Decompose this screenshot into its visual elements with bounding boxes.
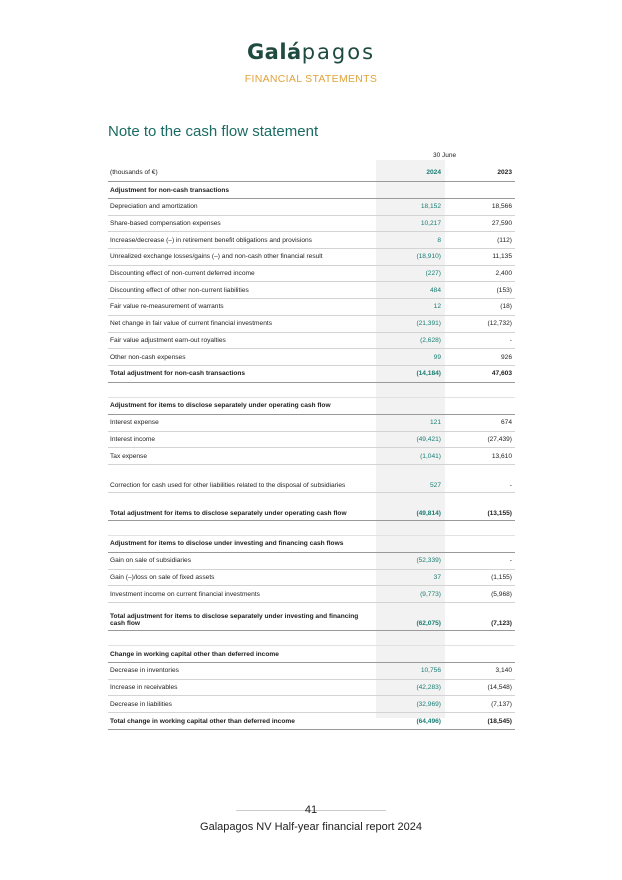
- table-row: Unrealized exchange losses/gains (–) and non-cash other financial result (18,910) 11,135: [108, 249, 515, 266]
- section-header: Adjustment for items to disclose separately under operating cash flow: [108, 397, 515, 414]
- table-row: Interest income (49,421) (27,439): [108, 431, 515, 448]
- table-row: Increase in receivables (42,283) (14,548): [108, 679, 515, 696]
- table-row: Depreciation and amortization 18,152 18,566: [108, 199, 515, 216]
- table-row: Gain (–)/loss on sale of fixed assets 37 (1,155): [108, 569, 515, 586]
- total-row: Total adjustment for non-cash transactions (14,184) 47,603: [108, 365, 515, 382]
- total-row: Total change in working capital other than deferred income (64,496) (18,545): [108, 713, 515, 730]
- report-title: Galapagos NV Half-year financial report 2024: [200, 821, 422, 833]
- column-header-2023: 2023: [445, 163, 515, 182]
- section-header: Change in working capital other than deferred income: [108, 646, 515, 663]
- table-row: Net change in fair value of current financial investments (21,391) (12,732): [108, 315, 515, 332]
- table-row: Other non-cash expenses 99 926: [108, 349, 515, 366]
- table-row: Tax expense (1,041) 13,610: [108, 448, 515, 465]
- units-label: (thousands of €): [108, 163, 376, 182]
- logo-bold-text: Galá: [246, 40, 302, 64]
- total-row: Total adjustment for items to disclose separately under operating cash flow (49,814) (13,155): [108, 492, 515, 520]
- table-row: Discounting effect of non-current deferred income (227) 2,400: [108, 265, 515, 282]
- table-row: Gain on sale of subsidiaries (52,339) -: [108, 552, 515, 569]
- table-row: Fair value adjustment earn-out royalties (2,628) -: [108, 332, 515, 349]
- column-header-2024: 2024: [376, 163, 445, 182]
- page-title: Note to the cash flow statement: [108, 123, 319, 140]
- spacer-row: [108, 520, 515, 535]
- cash-flow-note-table: [108, 163, 515, 730]
- section-header: Adjustment for non-cash transactions: [108, 182, 515, 199]
- table-row: Correction for cash used for other liabilities related to the disposal of subsidiaries 527 -: [108, 464, 515, 492]
- spacer-row: [108, 382, 515, 397]
- table-header-row: [108, 163, 515, 182]
- page-number: 41: [304, 804, 318, 816]
- spacer-row: [108, 631, 515, 646]
- table-row: Discounting effect of other non-current liabilities 484 (153): [108, 282, 515, 299]
- table-row: Investment income on current financial investments (9,773) (5,968): [108, 586, 515, 603]
- section-header: Adjustment for items to disclose under investing and financing cash flows: [108, 535, 515, 552]
- section-subtitle: FINANCIAL STATEMENTS: [244, 73, 378, 85]
- table-row: Decrease in inventories 10,756 3,140: [108, 663, 515, 680]
- company-logo: [0, 40, 622, 64]
- table-row: Fair value re-measurement of warrants 12 (18): [108, 299, 515, 316]
- period-label: 30 June: [433, 152, 457, 159]
- total-row: Total adjustment for items to disclose separately under investing and financing cash flow (62,075) (7,123): [108, 603, 515, 631]
- table-row: Decrease in liabilities (32,969) (7,137): [108, 696, 515, 713]
- table-row: Increase/decrease (–) in retirement benefit obligations and provisions 8 (112): [108, 232, 515, 249]
- logo-light-text: pagos: [301, 40, 376, 64]
- table-row: Interest expense 121 674: [108, 414, 515, 431]
- table-row: Share-based compensation expenses 10,217 27,590: [108, 215, 515, 232]
